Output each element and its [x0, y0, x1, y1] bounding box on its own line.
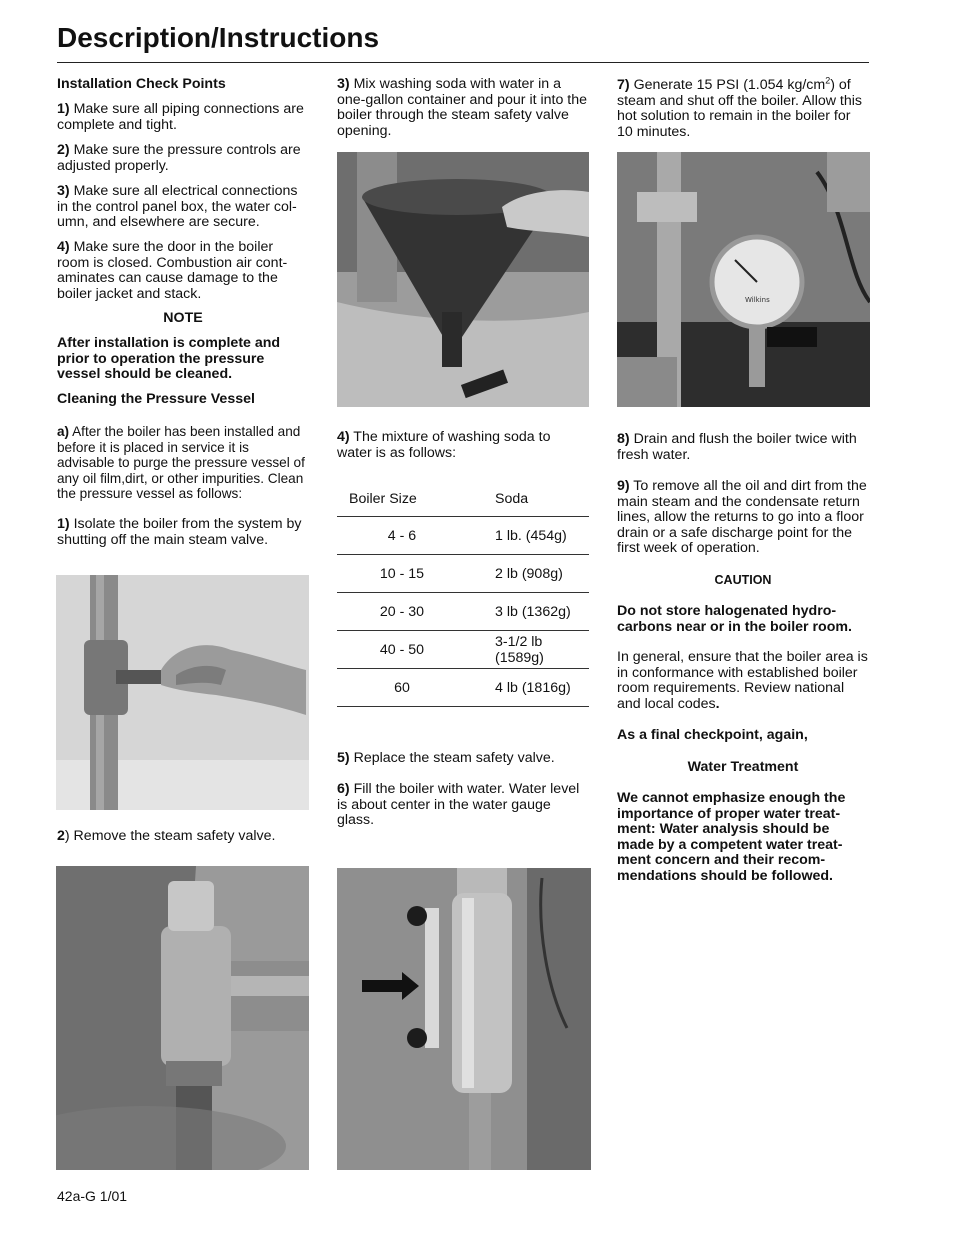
cleaning-intro: [57, 424, 309, 502]
step-text: To remove all the oil and dirt from the main steam and the condensate return lines, allow the returns to go into a floor drain or a safe discharge point for the first week of operation.: [617, 478, 867, 556]
step-3: [337, 77, 589, 139]
step-number: 5): [337, 750, 350, 766]
table-header-row: [337, 482, 589, 517]
cleaning-heading: Cleaning the Pressure Vessel: [57, 391, 255, 407]
caution-label: CAUTION: [714, 573, 772, 587]
step-number: a): [57, 424, 70, 439]
photo-safety-valve: [56, 866, 309, 1170]
boiler-size-cell: 10 - 15: [337, 555, 495, 593]
step-9: [617, 479, 869, 557]
step-text: After the boiler has been installed and before it is placed in service it is advisable to purge the pressure vessel of any oil film,dirt, or other impurities. Clean the pressure vessel as follows:: [57, 424, 305, 501]
step-text: ) Remove the steam safety valve.: [64, 828, 276, 844]
water-treatment-heading: Water Treatment: [687, 759, 799, 775]
step-8: [617, 432, 869, 463]
superscript: 2: [825, 75, 831, 86]
step-6: [337, 782, 589, 829]
step-7: [617, 75, 869, 140]
step-text: Mix washing soda with water in a one-gallon container and pour it into the boiler through the steam safety valve opening.: [337, 76, 588, 139]
soda-cell: 1 lb. (454g): [495, 517, 589, 555]
soda-cell: 3-1/2 lb (1589g): [495, 631, 589, 669]
step-text: Isolate the boiler from the system by shutting off the main steam valve.: [57, 516, 302, 548]
step-number: 1): [57, 516, 70, 532]
checkpoint-2: [57, 143, 309, 174]
step-text: Make sure the pressure controls are adjusted properly.: [57, 142, 301, 174]
header-soda: Soda: [495, 482, 589, 517]
general-end: .: [715, 695, 720, 712]
step-text: Replace the steam safety valve.: [349, 750, 555, 766]
caution-text: Do not store halogenated hydro-carbons near or in the boiler room.: [617, 603, 852, 635]
photo-funnel: [337, 152, 589, 407]
step-number: 2: [57, 828, 65, 844]
step-text: Make sure all piping connections are complete and tight.: [57, 101, 304, 133]
step-number: 3): [57, 183, 70, 199]
boiler-size-cell: 60: [337, 669, 495, 707]
boiler-size-cell: 4 - 6: [337, 517, 495, 555]
step-text: Fill the boiler with water. Water level is about center in the water gauge glass.: [337, 781, 580, 828]
table-row: [337, 593, 589, 631]
soda-cell: 4 lb (1816g): [495, 669, 589, 707]
step-2: [57, 829, 309, 845]
table-row: [337, 517, 589, 555]
step-number: 3): [337, 76, 350, 92]
general-text: [617, 650, 869, 712]
soda-mixture-table: [337, 482, 589, 707]
step-number: 7): [617, 77, 630, 93]
photo-pressure-gauge: [617, 152, 870, 407]
page-footer: 42a-G 1/01: [57, 1188, 128, 1204]
step-number: 9): [617, 478, 630, 494]
table-row: [337, 555, 589, 593]
step-5: [337, 751, 589, 767]
step-text: ) of steam and shut off the boiler. Allow this hot solution to remain in the boiler for 10 minutes.: [617, 77, 863, 140]
step-text: Make sure all electrical connections in the control panel box, the water col-umn, and elsewhere are secure.: [57, 183, 298, 230]
step-number: 8): [617, 431, 630, 447]
general-body: In general, ensure that the boiler area is in conformance with established boiler room requirements. Review national and local codes: [617, 649, 868, 712]
page-title: Description/Instructions: [57, 22, 380, 53]
checkpoint-3: [57, 184, 309, 231]
soda-cell: 3 lb (1362g): [495, 593, 589, 631]
note-text: After installation is complete and prior to operation the pressure vessel should be cleaned.: [57, 335, 281, 382]
gauge-brand: Wilkins: [745, 296, 770, 304]
water-treatment-text: We cannot emphasize enough the importance of proper water treat-ment: Water analysis should be made by a competent water treat-ment concern and their recom-mendations should be followed.: [617, 790, 846, 884]
table-row: [337, 669, 589, 707]
header-boiler-size: Boiler Size: [337, 482, 495, 517]
step-text: Make sure the door in the boiler room is closed. Combustion air cont-aminates can cause damage to the boiler jacket and stack.: [57, 239, 288, 302]
title-rule: [57, 62, 869, 63]
table-row: [337, 631, 589, 669]
note-label: NOTE: [163, 310, 203, 326]
step-number: 2): [57, 142, 70, 158]
step-number: 4): [57, 239, 70, 255]
boiler-size-cell: 20 - 30: [337, 593, 495, 631]
checkpoint-1: [57, 102, 309, 133]
boiler-size-cell: 40 - 50: [337, 631, 495, 669]
photo-valve-hand: [56, 575, 309, 810]
step-number: 1): [57, 101, 70, 117]
step-number: 4): [337, 429, 350, 445]
checkpoint-4: [57, 240, 309, 302]
photo-gauge-glass: [337, 868, 591, 1170]
step-text: Drain and flush the boiler twice with fresh water.: [617, 431, 857, 463]
soda-cell: 2 lb (908g): [495, 555, 589, 593]
step-number: 6): [337, 781, 350, 797]
installation-heading: Installation Check Points: [57, 76, 226, 92]
step-4: [337, 430, 589, 461]
final-checkpoint: As a final checkpoint, again,: [617, 727, 808, 743]
step-1: [57, 517, 309, 548]
step-text: Generate 15 PSI (1.054 kg/cm: [629, 77, 826, 93]
step-text: The mixture of washing soda to water is as follows:: [337, 429, 551, 461]
